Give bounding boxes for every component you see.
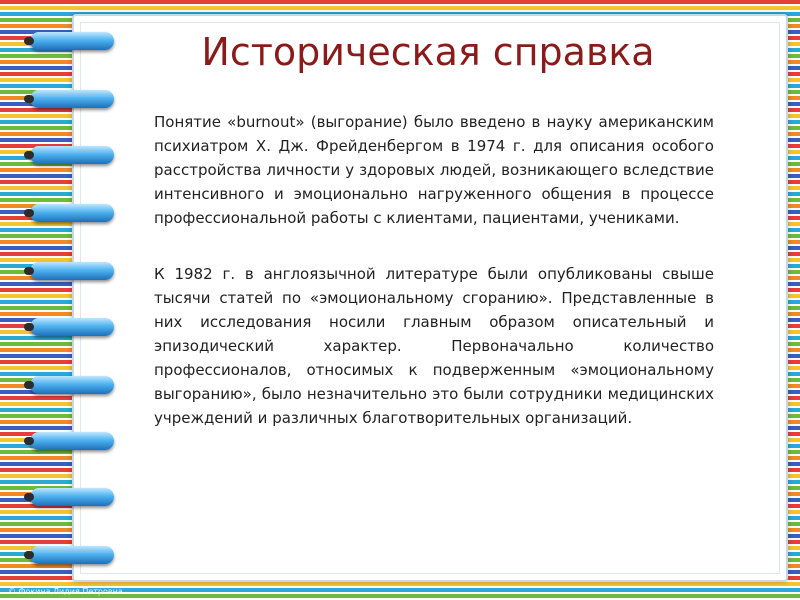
binder-ring bbox=[30, 432, 114, 450]
binder-ring bbox=[30, 318, 114, 336]
paragraph-burnout-origin: Понятие «burnout» (выгорание) было введено в науку американским психиатром Х. Дж. Фрейденбергом в 1974 г. для описания особого расстройства личности у здоровых людей, возникающего вследствие интенсивного и эмоционально нагруженного общения в процессе профессиональной работы с клиентами, пациентами, учениками. bbox=[154, 113, 714, 227]
binder-ring bbox=[30, 376, 114, 394]
binder-ring bbox=[30, 146, 114, 164]
binder-ring bbox=[30, 546, 114, 564]
binder-ring bbox=[30, 204, 114, 222]
copyright-footer: © Фокина Лидия Петровна bbox=[8, 587, 123, 596]
slide-title: Историческая справка bbox=[201, 30, 655, 74]
binder-ring bbox=[30, 488, 114, 506]
paragraph-1982-literature: К 1982 г. в англоязычной литературе были опубликованы свыше тысячи статей по «эмоциональному сгоранию». Представленные в них исследования носили главным образом описательный и эпизодический характер. Первоначально количество профессионалов, относимых к подверженным «эмоциональному выгоранию», было незначительно это были сотрудники медицинских учреждений и различных благотворительных организаций. bbox=[154, 265, 714, 427]
binder-ring bbox=[30, 90, 114, 108]
binder-ring bbox=[30, 262, 114, 280]
